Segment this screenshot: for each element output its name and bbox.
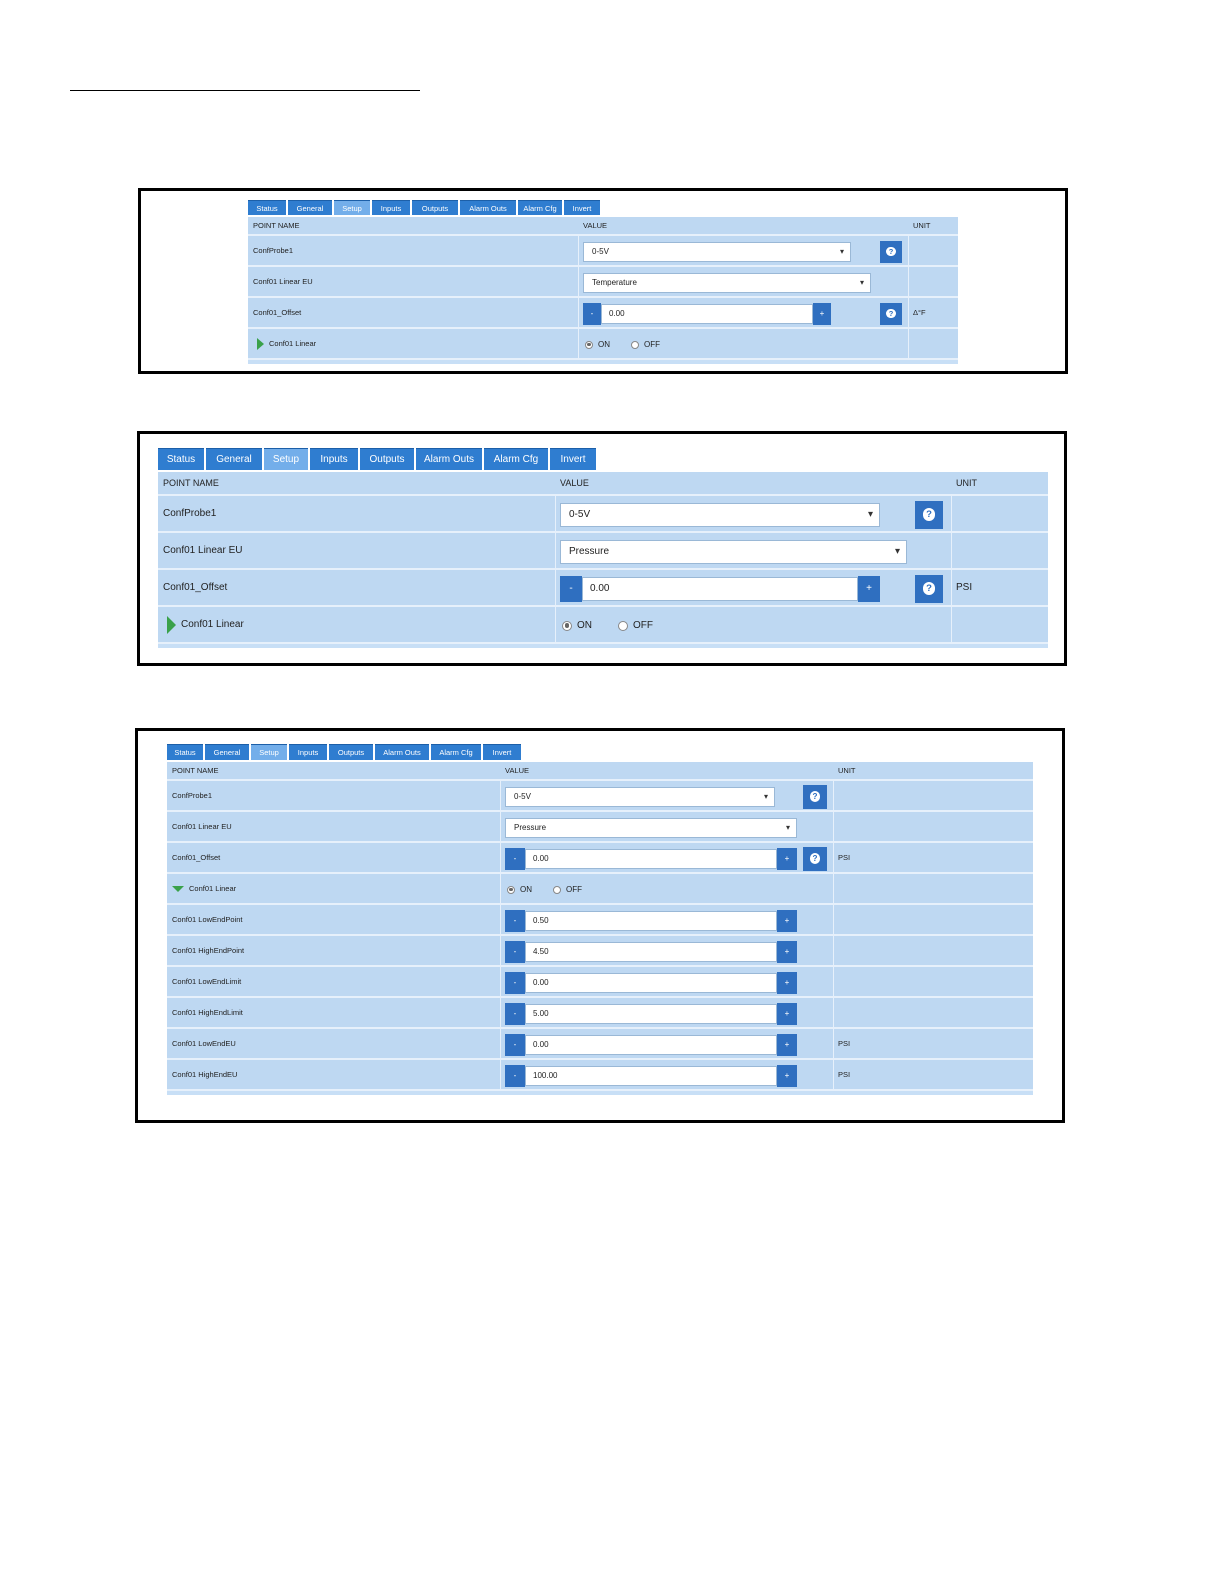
column-divider	[578, 329, 579, 358]
help-icon: ?	[923, 508, 936, 521]
column-divider	[500, 874, 501, 903]
select-value: Pressure	[569, 546, 610, 557]
column-divider	[555, 496, 556, 531]
point-name-cell	[253, 298, 301, 327]
point-name: Conf01_Offset	[172, 853, 221, 862]
value-select[interactable]	[583, 273, 871, 293]
tab-setup[interactable]: Setup	[334, 200, 370, 215]
header-unit: UNIT	[838, 766, 856, 775]
radio-on-mark	[587, 343, 591, 347]
point-name-cell	[172, 998, 243, 1027]
column-divider	[951, 607, 952, 642]
radio-on-mark	[509, 888, 513, 892]
table-row	[167, 998, 1033, 1029]
point-name: Conf01 Linear EU	[253, 277, 313, 286]
column-divider	[833, 967, 834, 996]
header-value: VALUE	[560, 478, 589, 488]
tab-invert[interactable]: Invert	[483, 744, 521, 760]
increment-button[interactable]: +	[777, 972, 797, 994]
points-table	[248, 217, 958, 364]
settings-panel-3	[167, 744, 1033, 1080]
header-point-name: POINT NAME	[253, 221, 300, 230]
help-button[interactable]	[880, 241, 902, 263]
point-name-cell	[253, 329, 316, 358]
settings-panel-1	[248, 200, 958, 349]
point-name-cell	[172, 1029, 236, 1058]
column-divider	[833, 874, 834, 903]
point-name: Conf01 HighEndEU	[172, 1070, 238, 1079]
point-name: Conf01 Linear	[181, 619, 244, 630]
point-name: Conf01 Linear EU	[163, 545, 243, 556]
point-name-cell	[163, 570, 227, 605]
tab-outputs[interactable]: Outputs	[360, 448, 414, 470]
table-header	[167, 762, 1033, 781]
column-divider	[833, 905, 834, 934]
radio-on-label: ON	[577, 620, 592, 631]
number-value: 0.00	[533, 978, 549, 987]
column-divider	[500, 936, 501, 965]
point-name: Conf01 Linear	[269, 339, 317, 348]
decrement-button[interactable]: -	[505, 972, 525, 994]
tab-invert[interactable]: Invert	[550, 448, 596, 470]
unit-label: PSI	[838, 1070, 851, 1079]
column-divider	[555, 607, 556, 642]
column-divider	[833, 812, 834, 841]
number-input[interactable]	[525, 849, 777, 869]
point-name-cell	[172, 1060, 237, 1089]
number-value: 0.00	[609, 309, 625, 318]
point-name: Conf01 Linear EU	[172, 822, 232, 831]
tab-inputs[interactable]: Inputs	[289, 744, 327, 760]
help-button[interactable]	[803, 847, 827, 871]
tab-alarm-outs[interactable]: Alarm Outs	[375, 744, 429, 760]
point-name-cell	[172, 781, 212, 810]
number-input[interactable]	[525, 911, 777, 931]
header-unit: UNIT	[956, 478, 977, 488]
chevron-down-icon: ▾	[894, 546, 900, 557]
value-select[interactable]	[505, 818, 797, 838]
select-value: Pressure	[514, 823, 547, 832]
radio-off[interactable]	[631, 341, 660, 349]
column-divider	[555, 570, 556, 605]
settings-panel-2	[158, 448, 1048, 631]
point-name-cell	[163, 607, 244, 642]
unit-label: Δ°F	[913, 308, 926, 317]
table-row	[167, 843, 1033, 874]
help-button[interactable]	[915, 575, 943, 603]
column-divider	[500, 812, 501, 841]
point-name: ConfProbe1	[163, 508, 217, 519]
point-name: ConfProbe1	[172, 791, 213, 800]
value-select[interactable]	[560, 540, 907, 564]
points-table	[158, 472, 1048, 648]
select-value: 0-5V	[514, 792, 531, 801]
chevron-down-icon: ▾	[785, 823, 790, 832]
top-rule	[70, 90, 420, 91]
radio-on-label: ON	[598, 340, 610, 349]
radio-on-label: ON	[520, 885, 532, 894]
help-button[interactable]	[880, 303, 902, 325]
point-name: Conf01 LowEndLimit	[172, 977, 242, 986]
header-point-name: POINT NAME	[172, 766, 219, 775]
number-value: 4.50	[533, 947, 549, 956]
increment-button[interactable]: +	[777, 1065, 797, 1087]
increment-button[interactable]: +	[777, 848, 797, 870]
radio-off-dot[interactable]	[631, 341, 639, 349]
point-name: Conf01 LowEndPoint	[172, 915, 243, 924]
point-name-cell	[172, 843, 220, 872]
table-row	[248, 329, 958, 360]
select-value: 0-5V	[569, 509, 591, 520]
column-divider	[500, 998, 501, 1027]
radio-off-dot[interactable]	[618, 621, 628, 631]
table-header	[158, 472, 1048, 496]
point-name-cell	[172, 905, 242, 934]
number-input[interactable]	[525, 1035, 777, 1055]
column-divider	[500, 1060, 501, 1089]
select-value: 0-5V	[592, 247, 609, 256]
table-row	[167, 967, 1033, 998]
table-row	[167, 874, 1033, 905]
tab-general[interactable]: General	[206, 448, 262, 470]
tab-invert[interactable]: Invert	[564, 200, 600, 215]
radio-off[interactable]	[618, 621, 653, 631]
tab-inputs[interactable]: Inputs	[372, 200, 410, 215]
increment-button[interactable]: +	[777, 941, 797, 963]
column-divider	[833, 1060, 834, 1089]
number-value: 0.00	[590, 583, 610, 594]
points-table	[167, 762, 1033, 1095]
increment-button[interactable]: +	[813, 303, 831, 325]
radio-off[interactable]	[553, 886, 582, 894]
header-value: VALUE	[505, 766, 530, 775]
point-name-cell	[253, 236, 293, 265]
chevron-down-icon: ▾	[763, 792, 768, 801]
tab-bar	[167, 744, 1033, 760]
tab-alarm-cfg[interactable]: Alarm Cfg	[484, 448, 548, 470]
column-divider	[578, 267, 579, 296]
help-button[interactable]	[915, 501, 943, 529]
value-select[interactable]	[560, 503, 880, 527]
column-divider	[951, 496, 952, 531]
number-value: 0.50	[533, 916, 549, 925]
column-divider	[578, 298, 579, 327]
table-row	[167, 781, 1033, 812]
point-name-cell	[172, 874, 236, 903]
column-divider	[833, 781, 834, 810]
column-divider	[578, 236, 579, 265]
radio-on[interactable]	[585, 341, 610, 349]
point-name-cell	[163, 533, 243, 568]
decrement-button[interactable]: -	[505, 1034, 525, 1056]
column-divider	[908, 236, 909, 265]
decrement-button[interactable]: -	[505, 941, 525, 963]
expand-right-icon[interactable]	[257, 338, 264, 350]
point-name: Conf01 HighEndLimit	[172, 1008, 243, 1017]
tab-alarm-cfg[interactable]: Alarm Cfg	[431, 744, 481, 760]
decrement-button[interactable]: -	[505, 1003, 525, 1025]
number-input[interactable]	[525, 1004, 777, 1024]
column-divider	[908, 329, 909, 358]
increment-button[interactable]: +	[777, 1034, 797, 1056]
point-name: ConfProbe1	[253, 246, 294, 255]
table-row	[158, 496, 1048, 533]
tab-outputs[interactable]: Outputs	[329, 744, 373, 760]
tab-setup[interactable]: Setup	[264, 448, 308, 470]
tab-alarm-cfg[interactable]: Alarm Cfg	[518, 200, 562, 215]
point-name-cell	[172, 967, 241, 996]
decrement-button[interactable]: -	[583, 303, 601, 325]
column-divider	[500, 905, 501, 934]
tab-status[interactable]: Status	[167, 744, 203, 760]
number-value: 100.00	[533, 1071, 558, 1080]
increment-button[interactable]: +	[858, 576, 880, 602]
column-divider	[833, 998, 834, 1027]
column-divider	[500, 781, 501, 810]
tab-alarm-outs[interactable]: Alarm Outs	[416, 448, 482, 470]
table-row	[167, 812, 1033, 843]
tab-status[interactable]: Status	[158, 448, 204, 470]
table-row	[248, 267, 958, 298]
number-input[interactable]	[525, 1066, 777, 1086]
radio-on-dot[interactable]	[585, 341, 593, 349]
table-row	[167, 905, 1033, 936]
decrement-button[interactable]: -	[505, 848, 525, 870]
number-input[interactable]	[525, 973, 777, 993]
chevron-down-icon: ▾	[839, 247, 844, 256]
table-row	[167, 1029, 1033, 1060]
column-divider	[500, 1029, 501, 1058]
table-row	[167, 1060, 1033, 1091]
table-row	[158, 533, 1048, 570]
radio-on[interactable]	[507, 886, 532, 894]
decrement-button[interactable]: -	[560, 576, 582, 602]
point-name-cell	[163, 496, 216, 531]
point-name: Conf01 HighEndPoint	[172, 946, 245, 955]
column-divider	[951, 533, 952, 568]
help-icon: ?	[886, 309, 896, 319]
chevron-down-icon: ▾	[859, 278, 864, 287]
table-header	[248, 217, 958, 236]
radio-off-dot[interactable]	[553, 886, 561, 894]
radio-off-label: OFF	[566, 885, 582, 894]
table-row	[158, 607, 1048, 644]
column-divider	[908, 267, 909, 296]
decrement-button[interactable]: -	[505, 1065, 525, 1087]
tab-setup[interactable]: Setup	[251, 744, 287, 760]
value-select[interactable]	[505, 787, 775, 807]
number-input[interactable]	[601, 304, 813, 324]
column-divider	[951, 570, 952, 605]
tab-outputs[interactable]: Outputs	[412, 200, 458, 215]
header-value: VALUE	[583, 221, 608, 230]
increment-button[interactable]: +	[777, 910, 797, 932]
point-name: Conf01_Offset	[253, 308, 302, 317]
column-divider	[500, 967, 501, 996]
point-name: Conf01 LowEndEU	[172, 1039, 236, 1048]
table-row	[248, 298, 958, 329]
unit-label: PSI	[956, 582, 973, 593]
table-row	[248, 236, 958, 267]
value-select[interactable]	[583, 242, 851, 262]
point-name-cell	[172, 812, 232, 841]
table-row	[158, 570, 1048, 607]
radio-on-mark	[565, 623, 570, 628]
increment-button[interactable]: +	[777, 1003, 797, 1025]
expand-down-icon[interactable]	[172, 886, 184, 892]
column-divider	[555, 533, 556, 568]
point-name-cell	[172, 936, 244, 965]
tab-bar	[158, 448, 1048, 470]
radio-on-dot[interactable]	[507, 886, 515, 894]
help-icon: ?	[810, 853, 821, 864]
tab-status[interactable]: Status	[248, 200, 286, 215]
tab-general[interactable]: General	[288, 200, 332, 215]
point-name: Conf01_Offset	[163, 582, 228, 593]
number-value: 5.00	[533, 1009, 549, 1018]
tab-bar	[248, 200, 958, 215]
point-name: Conf01 Linear	[189, 884, 237, 893]
tab-general[interactable]: General	[205, 744, 249, 760]
select-value: Temperature	[592, 278, 637, 287]
header-unit: UNIT	[913, 221, 931, 230]
radio-on[interactable]	[562, 621, 592, 631]
column-divider	[500, 843, 501, 872]
help-icon: ?	[886, 247, 896, 257]
number-input[interactable]	[525, 942, 777, 962]
unit-label: PSI	[838, 853, 851, 862]
decrement-button[interactable]: -	[505, 910, 525, 932]
column-divider	[908, 298, 909, 327]
chevron-down-icon: ▾	[867, 509, 873, 520]
number-value: 0.00	[533, 854, 549, 863]
header-point-name: POINT NAME	[163, 478, 219, 488]
tab-inputs[interactable]: Inputs	[310, 448, 358, 470]
number-value: 0.00	[533, 1040, 549, 1049]
help-button[interactable]	[803, 785, 827, 809]
tab-alarm-outs[interactable]: Alarm Outs	[460, 200, 516, 215]
radio-on-dot[interactable]	[562, 621, 572, 631]
column-divider	[833, 843, 834, 872]
unit-label: PSI	[838, 1039, 851, 1048]
point-name-cell	[253, 267, 313, 296]
expand-right-icon[interactable]	[167, 616, 176, 634]
column-divider	[833, 1029, 834, 1058]
table-row	[167, 936, 1033, 967]
help-icon: ?	[923, 582, 936, 595]
radio-off-label: OFF	[644, 340, 660, 349]
column-divider	[833, 936, 834, 965]
number-input[interactable]	[582, 577, 858, 601]
radio-off-label: OFF	[633, 620, 653, 631]
help-icon: ?	[810, 791, 821, 802]
